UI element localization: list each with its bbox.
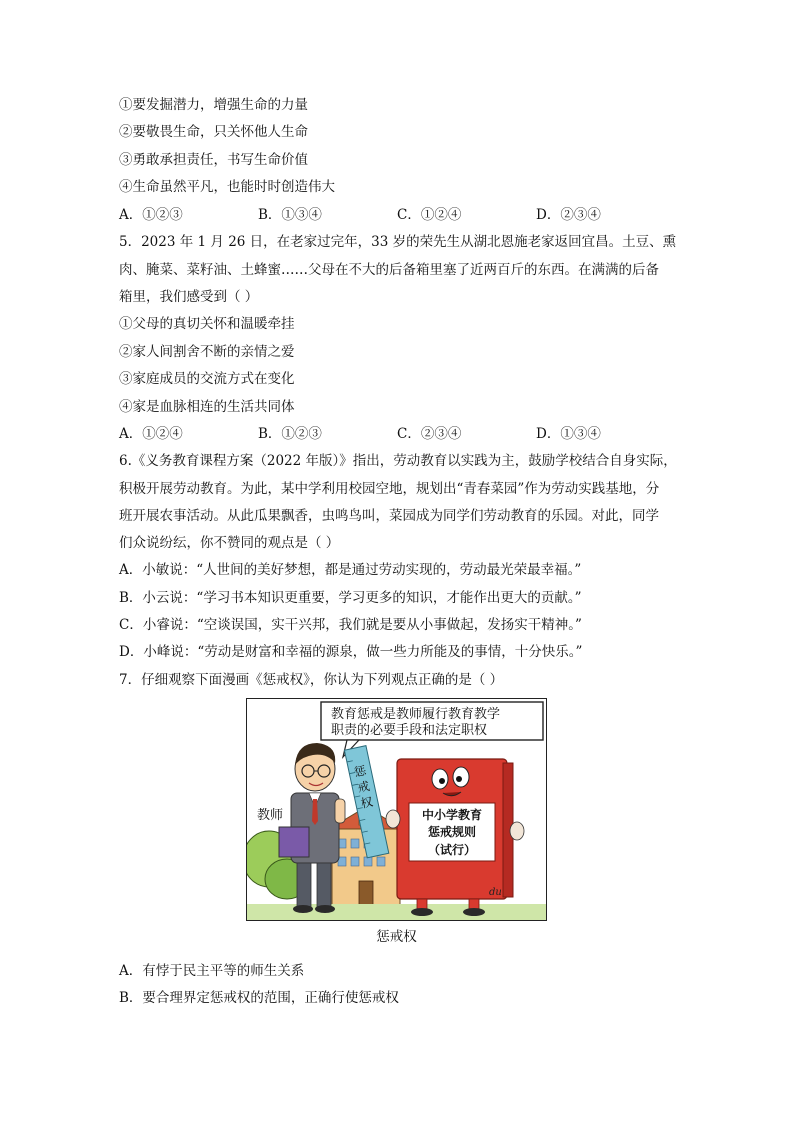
ruler-char-2: 戒 <box>356 778 371 796</box>
q5-option-a[interactable]: A．①②④ <box>119 426 183 442</box>
q5-item-4: ④家是血脉相连的生活共同体 <box>119 399 295 415</box>
q5-stem-line-2: 肉、腌菜、菜籽油、土蜂蜜……父母在不大的后备箱里塞了近两百斤的东西。在满满的后备 <box>119 262 659 278</box>
q4-option-b[interactable]: B．①③④ <box>258 207 322 223</box>
rulebook-title-2: 惩戒规则 <box>427 825 477 839</box>
teacher-label: 教师 <box>257 808 284 823</box>
q5-option-b[interactable]: B．①②③ <box>258 426 322 442</box>
q6-option-c[interactable]: C．小睿说：“空谈误国，实干兴邦，我们就是要从小事做起，发扬实干精神。” <box>119 617 582 633</box>
rulebook-title-1: 中小学教育 <box>421 808 483 822</box>
ruler-char-3: 权 <box>359 794 375 811</box>
q4-item-3: ③勇敢承担责任，书写生命价值 <box>119 152 308 168</box>
q5-option-c[interactable]: C．②③④ <box>397 426 462 442</box>
q5-item-1: ①父母的真切关怀和温暖牵挂 <box>119 316 295 332</box>
q6-option-a[interactable]: A．小敏说：“人世间的美好梦想，都是通过劳动实现的，劳动最光荣最幸福。” <box>119 562 582 578</box>
artist-signature: du <box>489 887 502 898</box>
cartoon-caption: 惩戒权 <box>376 929 417 945</box>
q4-item-1: ①要发掘潜力，增强生命的力量 <box>119 97 308 113</box>
q4-item-4: ④生命虽然平凡，也能时时创造伟大 <box>119 179 335 195</box>
q5-stem-line-3: 箱里，我们感受到（ ） <box>119 289 259 305</box>
q4-item-2: ②要敬畏生命，只关怀他人生命 <box>119 124 308 140</box>
cartoon-illustration <box>247 699 546 920</box>
q7-option-b[interactable]: B．要合理界定惩戒权的范围，正确行使惩戒权 <box>119 990 399 1006</box>
q6-option-d[interactable]: D．小峰说：“劳动是财富和幸福的源泉，做一些力所能及的事情，十分快乐。” <box>119 644 583 660</box>
q5-stem-line-1: 5．2023 年 1 月 26 日，在老家过完年，33 岁的荣先生从湖北恩施老家返回宜昌。土豆、熏 <box>119 234 677 250</box>
q6-stem-line-2: 积极开展劳动教育。为此，某中学利用校园空地，规划出“青春菜园”作为劳动实践基地，分 <box>119 481 660 497</box>
speech-line-1: 教育惩戒是教师履行教育教学 <box>331 707 501 722</box>
q5-item-3: ③家庭成员的交流方式在变化 <box>119 371 295 387</box>
speech-line-2: 职责的必要手段和法定职权 <box>331 723 488 738</box>
q4-option-c[interactable]: C．①②④ <box>397 207 462 223</box>
q5-option-d[interactable]: D．①③④ <box>536 426 601 442</box>
rulebook-title-3: （试行） <box>427 843 477 857</box>
rulebook-character <box>386 759 524 916</box>
q4-option-a[interactable]: A．①②③ <box>119 207 183 223</box>
ruler-char-1: 惩 <box>352 763 368 780</box>
q6-stem-line-3: 班开展农事活动。从此瓜果飘香，虫鸣鸟叫，菜园成为同学们劳动教育的乐园。对此，同学 <box>119 508 659 524</box>
q7-option-a[interactable]: A．有悖于民主平等的师生关系 <box>119 963 305 979</box>
cartoon-image <box>246 698 547 921</box>
q7-stem: 7．仔细观察下面漫画《惩戒权》，你认为下列观点正确的是（ ） <box>119 672 504 688</box>
q6-stem-line-4: 们众说纷纭，你不赞同的观点是（ ） <box>119 535 340 551</box>
q6-option-b[interactable]: B．小云说：“学习书本知识更重要，学习更多的知识，才能作出更大的贡献。” <box>119 590 582 606</box>
q6-stem-line-1: 6.《义务教育课程方案（2022 年版）》指出，劳动教育以实践为主，鼓励学校结合自身实际， <box>119 453 677 469</box>
q4-option-d[interactable]: D．②③④ <box>536 207 601 223</box>
q5-item-2: ②家人间割舍不断的亲情之爱 <box>119 344 295 360</box>
